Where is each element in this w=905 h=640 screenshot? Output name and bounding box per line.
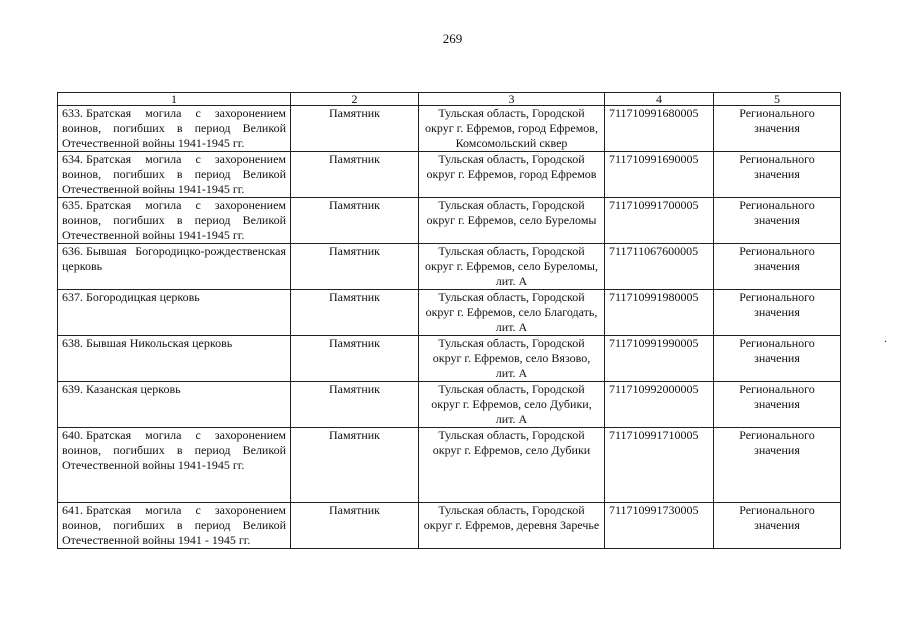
object-type: Памятник <box>291 336 419 382</box>
registration-number: 711710991980005 <box>605 290 714 336</box>
object-location: Тульская область, Городской округ г. Ефремов, село Буреломы <box>419 198 605 244</box>
registration-number: 711711067600005 <box>605 244 714 290</box>
object-name-cell <box>58 198 291 244</box>
object-name-cell <box>58 336 291 382</box>
row-number: 641. <box>62 503 83 517</box>
object-category: Регионального значения <box>714 428 841 503</box>
object-category: Регионального значения <box>714 106 841 152</box>
object-category: Регионального значения <box>714 336 841 382</box>
object-type: Памятник <box>291 290 419 336</box>
object-name: Бывшая Никольская церковь <box>86 336 233 350</box>
row-number: 635. <box>62 198 83 212</box>
object-category: Регионального значения <box>714 503 841 549</box>
object-name: Бывшая Богородицко-рождественская церковь <box>62 244 286 273</box>
object-name: Братская могила с захоронением воинов, погибших в период Великой Отечественной войны 1941-1945 гг. <box>62 152 286 196</box>
table-row <box>58 152 841 198</box>
registration-number: 711710992000005 <box>605 382 714 428</box>
object-location: Тульская область, Городской округ г. Ефремов, деревня Заречье <box>419 503 605 549</box>
registration-number: 711710991990005 <box>605 336 714 382</box>
table-row <box>58 244 841 290</box>
object-location: Тульская область, Городской округ г. Ефремов, село Дубики <box>419 428 605 503</box>
column-header-1: 1 <box>58 93 291 106</box>
row-number: 634. <box>62 152 83 166</box>
row-number: 633. <box>62 106 83 120</box>
object-location: Тульская область, Городской округ г. Ефремов, село Вязово, лит. А <box>419 336 605 382</box>
object-name: Казанская церковь <box>86 382 181 396</box>
object-type: Памятник <box>291 152 419 198</box>
object-category: Регионального значения <box>714 290 841 336</box>
object-category: Регионального значения <box>714 382 841 428</box>
object-category: Регионального значения <box>714 152 841 198</box>
object-name: Братская могила с захоронением воинов, погибших в период Великой Отечественной войны 1941-1945 гг. <box>62 428 286 472</box>
registration-number: 711710991680005 <box>605 106 714 152</box>
registration-number: 711710991690005 <box>605 152 714 198</box>
object-name-cell <box>58 503 291 549</box>
table-row <box>58 428 841 503</box>
object-name-cell <box>58 244 291 290</box>
object-location: Тульская область, Городской округ г. Ефремов, село Благодать, лит. А <box>419 290 605 336</box>
registration-number: 711710991710005 <box>605 428 714 503</box>
column-header-2: 2 <box>291 93 419 106</box>
heritage-registry-table <box>57 92 841 549</box>
table-row <box>58 106 841 152</box>
table-row <box>58 336 841 382</box>
registration-number: 711710991730005 <box>605 503 714 549</box>
object-location: Тульская область, Городской округ г. Ефремов, город Ефремов <box>419 152 605 198</box>
object-name-cell <box>58 106 291 152</box>
object-type: Памятник <box>291 503 419 549</box>
table-row <box>58 198 841 244</box>
object-location: Тульская область, Городской округ г. Ефремов, село Дубики, лит. А <box>419 382 605 428</box>
object-name-cell <box>58 152 291 198</box>
row-number: 638. <box>62 336 83 350</box>
row-number: 637. <box>62 290 83 304</box>
column-header-4: 4 <box>605 93 714 106</box>
object-category: Регионального значения <box>714 244 841 290</box>
row-number: 636. <box>62 244 83 258</box>
table-row <box>58 503 841 549</box>
table-row <box>58 382 841 428</box>
object-location: Тульская область, Городской округ г. Ефремов, село Буреломы, лит. А <box>419 244 605 290</box>
row-number: 639. <box>62 382 83 396</box>
object-name-cell <box>58 290 291 336</box>
page-number: 269 <box>442 31 463 46</box>
registration-number: 711710991700005 <box>605 198 714 244</box>
column-header-3: 3 <box>419 93 605 106</box>
object-name-cell <box>58 428 291 503</box>
margin-dot: . <box>884 331 887 345</box>
object-name: Братская могила с захоронением воинов, погибших в период Великой Отечественной войны 1941-1945 гг. <box>62 106 286 150</box>
object-type: Памятник <box>291 382 419 428</box>
object-type: Памятник <box>291 106 419 152</box>
object-name: Богородицкая церковь <box>86 290 200 304</box>
table-row <box>58 290 841 336</box>
object-category: Регионального значения <box>714 198 841 244</box>
row-number: 640. <box>62 428 83 442</box>
object-name: Братская могила с захоронением воинов, погибших в период Великой Отечественной войны 1941 - 1945 гг. <box>62 503 286 547</box>
column-header-5: 5 <box>714 93 841 106</box>
object-name-cell <box>58 382 291 428</box>
object-location: Тульская область, Городской округ г. Ефремов, город Ефремов, Комсомольский сквер <box>419 106 605 152</box>
object-type: Памятник <box>291 428 419 503</box>
object-type: Памятник <box>291 198 419 244</box>
object-name: Братская могила с захоронением воинов, погибших в период Великой Отечественной войны 1941-1945 гг. <box>62 198 286 242</box>
table-header-row <box>58 93 841 106</box>
object-type: Памятник <box>291 244 419 290</box>
